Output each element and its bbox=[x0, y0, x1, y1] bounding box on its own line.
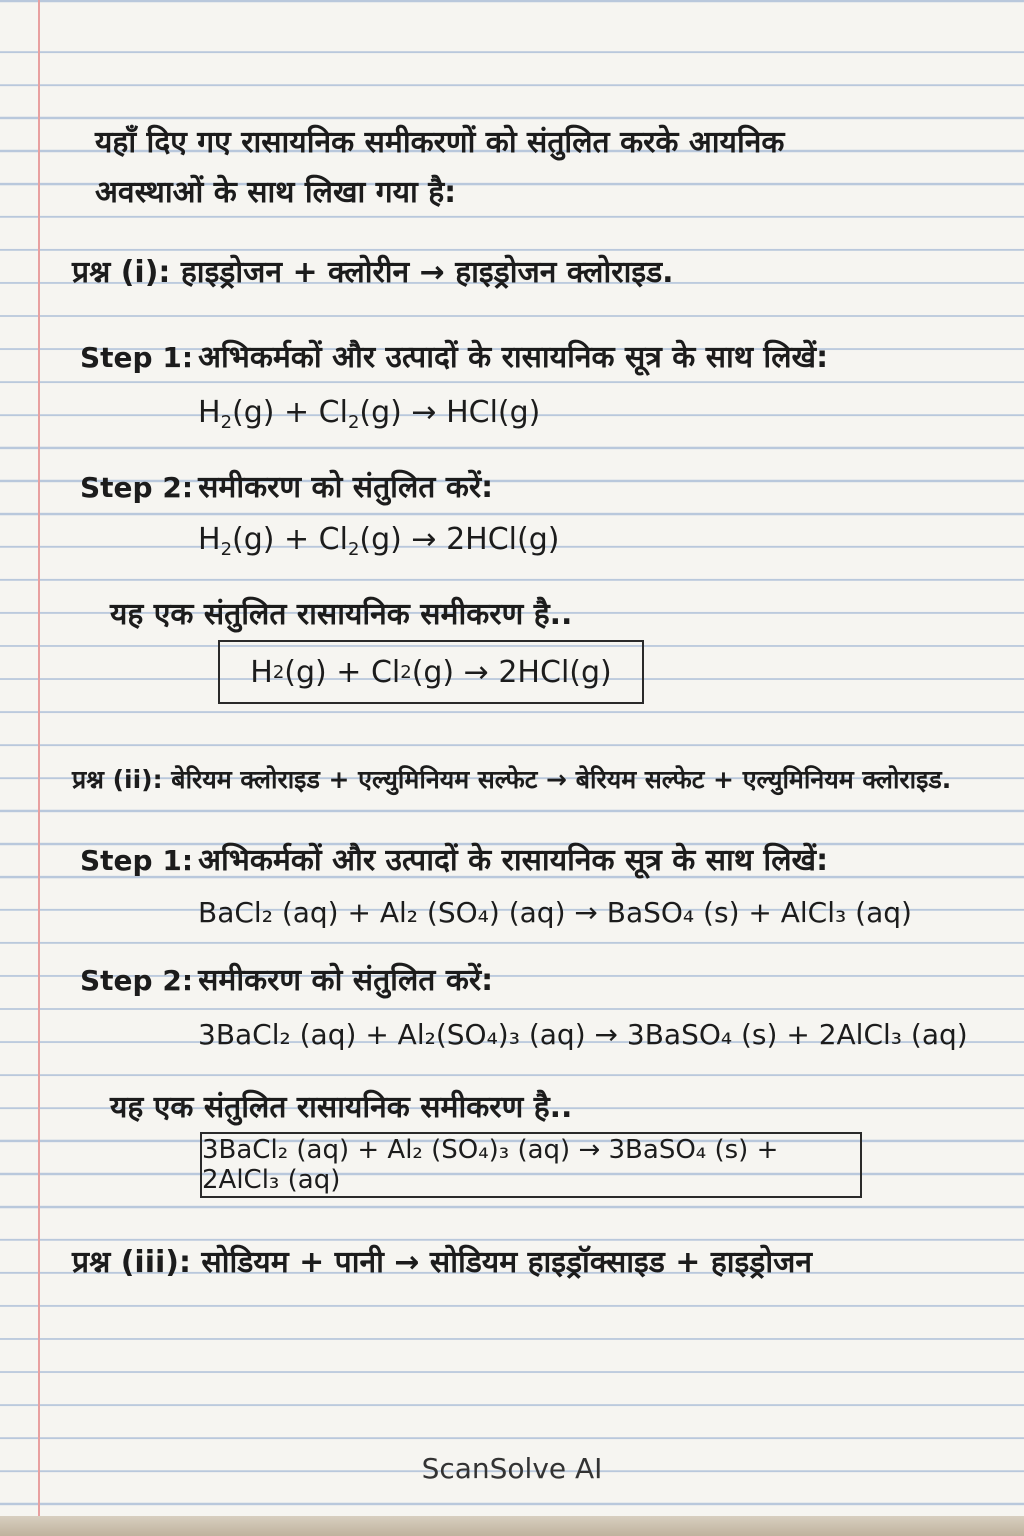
q1-step2-label: Step 2: bbox=[80, 471, 194, 504]
intro-line-1: यहाँ दिए गए रासायनिक समीकरणों को संतुलित करके आयनिक bbox=[95, 125, 785, 160]
q2-final-equation-box: 3BaCl₂ (aq) + Al₂ (SO₄)₃ (aq) → 3BaSO₄ (s) + 2AlCl₃ (aq) bbox=[200, 1132, 862, 1198]
intro-line-2: अवस्थाओं के साथ लिखा गया है: bbox=[95, 175, 457, 210]
q1-step2-text: समीकरण को संतुलित करें: bbox=[198, 470, 494, 505]
q1-step1-text: अभिकर्मकों और उत्पादों के रासायनिक सूत्र के साथ लिखें: bbox=[198, 340, 829, 375]
q2-step2-label: Step 2: bbox=[80, 964, 194, 997]
q2-step1-equation: BaCl₂ (aq) + Al₂ (SO₄) (aq) → BaSO₄ (s) + AlCl₃ (aq) bbox=[198, 896, 912, 929]
q2-step1-label: Step 1: bbox=[80, 844, 194, 877]
q2-step1 bbox=[80, 838, 828, 879]
q3-title: प्रश्न (iii): सोडियम + पानी → सोडियम हाइड्रॉक्साइड + हाइड्रोजन bbox=[72, 1245, 813, 1280]
margin-line bbox=[38, 0, 40, 1536]
q1-final-equation-box: H 2 (g) + Cl 2 (g) → 2HCl(g) bbox=[218, 640, 644, 704]
q1-note: यह एक संतुलित रासायनिक समीकरण है.. bbox=[110, 597, 573, 632]
q1-step2-equation: $H_2(g) + Cl_2(g) \to 2HCl(g)$ bbox=[198, 522, 560, 560]
page-bottom-edge bbox=[0, 1516, 1024, 1536]
q2-note: यह एक संतुलित रासायनिक समीकरण है.. bbox=[110, 1090, 573, 1125]
q1-step1-equation: $H_2(g) + Cl_2(g) \to HCl(g)$ bbox=[198, 395, 541, 433]
q1-step2 bbox=[80, 465, 493, 506]
q2-step1-text: अभिकर्मकों और उत्पादों के रासायनिक सूत्र के साथ लिखें: bbox=[198, 843, 829, 878]
q2-step2-text: समीकरण को संतुलित करें: bbox=[198, 963, 494, 998]
footer-brand: ScanSolve AI bbox=[421, 1452, 603, 1485]
q1-step1-label: Step 1: bbox=[80, 341, 194, 374]
q1-step1 bbox=[80, 335, 828, 376]
q2-step2-equation: 3BaCl₂ (aq) + Al₂(SO₄)₃ (aq) → 3BaSO₄ (s) + 2AlCl₃ (aq) bbox=[198, 1018, 968, 1051]
q2-step2 bbox=[80, 958, 493, 999]
q1-title: प्रश्न (i): हाइड्रोजन + क्लोरीन → हाइड्रोजन क्लोराइड. bbox=[72, 255, 674, 290]
q2-title: प्रश्न (ii): बेरियम क्लोराइड + एल्युमिनियम सल्फेट → बेरियम सल्फेट + एल्युमिनियम क्लोराइड. bbox=[72, 765, 952, 794]
